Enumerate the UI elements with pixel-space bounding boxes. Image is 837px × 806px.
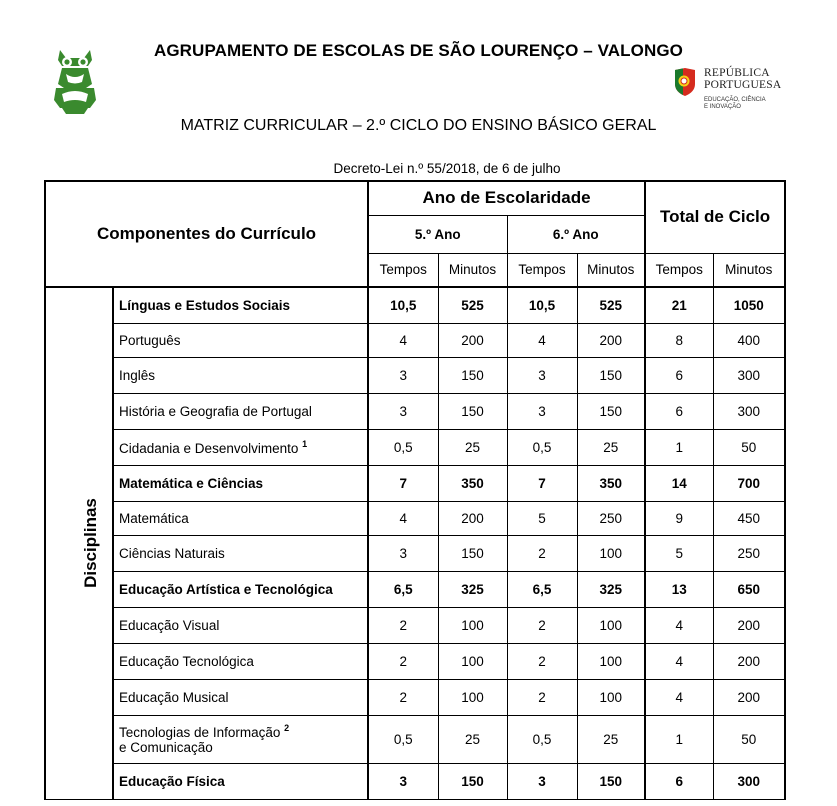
year5-tempos: 0,5 (368, 429, 438, 465)
total-tempos: 14 (645, 465, 713, 501)
subject-label: Educação Musical (119, 689, 229, 705)
year6-minutos: 100 (577, 679, 645, 715)
year5-minutos: 150 (438, 535, 507, 571)
portugal-flag-icon (673, 68, 697, 96)
subject-row (45, 323, 785, 357)
year5-minutos: 350 (438, 465, 507, 501)
year6-tempos: 3 (507, 357, 577, 393)
year6-minutos: 325 (577, 571, 645, 607)
year5-minutos: 200 (438, 501, 507, 535)
year5-tempos: 0,5 (368, 715, 438, 763)
total-tempos: 1 (645, 715, 713, 763)
subject-label: História e Geografia de Portugal (119, 403, 312, 419)
subject-label: Educação Física (119, 773, 225, 789)
year6-tempos: 4 (507, 323, 577, 357)
year6-minutos: 150 (577, 763, 645, 799)
year5-minutos: 525 (438, 287, 507, 323)
year5-minutos: 325 (438, 571, 507, 607)
disciplines-label: Disciplinas (80, 498, 100, 589)
year5-minutos: 100 (438, 679, 507, 715)
total-minutos: 450 (713, 501, 785, 535)
year5-minutos: 150 (438, 393, 507, 429)
subject-name (113, 357, 368, 393)
year6-tempos: 0,5 (507, 715, 577, 763)
subject-name (113, 715, 368, 763)
year5-tempos: 4 (368, 501, 438, 535)
subject-label: Educação Visual (119, 617, 220, 633)
subject-label: Matemática (119, 510, 189, 526)
year5-tempos: 7 (368, 465, 438, 501)
subject-name (113, 607, 368, 643)
year6-tempos: 7 (507, 465, 577, 501)
subject-row (45, 429, 785, 465)
total-minutos: 50 (713, 715, 785, 763)
subject-row (45, 607, 785, 643)
footnote-marker: 1 (302, 438, 308, 449)
unit-minutos: Minutos (438, 253, 507, 287)
subject-label: Ciências Naturais (119, 545, 225, 561)
subject-area-row (45, 465, 785, 501)
subject-name (113, 643, 368, 679)
subject-row (45, 643, 785, 679)
ministry-line2: E INOVAÇÃO (704, 104, 741, 110)
total-minutos: 400 (713, 323, 785, 357)
year-5-header: 5.º Ano (368, 215, 507, 253)
total-tempos: 5 (645, 535, 713, 571)
year5-tempos: 2 (368, 607, 438, 643)
subject-name (113, 535, 368, 571)
year6-tempos: 6,5 (507, 571, 577, 607)
republic-line2: PORTUGUESA (704, 79, 782, 91)
subject-row (45, 679, 785, 715)
unit-tempos: Tempos (507, 253, 577, 287)
subject-label: Línguas e Estudos Sociais (119, 297, 291, 313)
subject-name (113, 501, 368, 535)
year5-tempos: 10,5 (368, 287, 438, 323)
total-tempos: 9 (645, 501, 713, 535)
year6-tempos: 2 (507, 679, 577, 715)
components-header: Componentes do Currículo (45, 181, 368, 287)
total-tempos: 6 (645, 393, 713, 429)
year6-tempos: 0,5 (507, 429, 577, 465)
subject-name (113, 465, 368, 501)
subject-area-row (45, 287, 785, 323)
total-tempos: 6 (645, 763, 713, 799)
subject-area-row (45, 571, 785, 607)
subject-label-line2: e Comunicação (119, 740, 213, 755)
total-tempos: 13 (645, 571, 713, 607)
year6-tempos: 3 (507, 763, 577, 799)
year5-minutos: 150 (438, 357, 507, 393)
curriculum-matrix-table (44, 180, 786, 800)
cycle-total-header: Total de Ciclo (645, 181, 785, 253)
year5-minutos: 150 (438, 763, 507, 799)
total-minutos: 300 (713, 763, 785, 799)
total-tempos: 4 (645, 643, 713, 679)
year5-tempos: 3 (368, 535, 438, 571)
unit-minutos: Minutos (577, 253, 645, 287)
year6-minutos: 150 (577, 393, 645, 429)
total-minutos: 50 (713, 429, 785, 465)
year6-minutos: 100 (577, 607, 645, 643)
year5-tempos: 3 (368, 393, 438, 429)
school-year-header: Ano de Escolaridade (368, 181, 645, 215)
total-minutos: 200 (713, 643, 785, 679)
ministry-line1: EDUCAÇÃO, CIÊNCIA (704, 97, 766, 103)
year5-minutos: 200 (438, 323, 507, 357)
subject-name (113, 287, 368, 323)
total-tempos: 4 (645, 679, 713, 715)
disciplines-group-cell (45, 287, 113, 799)
total-minutos: 200 (713, 607, 785, 643)
header-row-1 (45, 181, 785, 215)
year5-tempos: 3 (368, 357, 438, 393)
year6-minutos: 25 (577, 715, 645, 763)
unit-tempos: Tempos (368, 253, 438, 287)
government-logo (673, 67, 793, 117)
republic-name (704, 67, 781, 91)
year5-tempos: 2 (368, 643, 438, 679)
subject-label: Cidadania e Desenvolvimento (119, 440, 299, 456)
school-name: AGRUPAMENTO DE ESCOLAS DE SÃO LOURENÇO – VALONGO (153, 41, 683, 60)
subject-label: Inglês (119, 367, 156, 383)
year6-minutos: 100 (577, 643, 645, 679)
total-minutos: 650 (713, 571, 785, 607)
year6-tempos: 2 (507, 535, 577, 571)
year6-tempos: 5 (507, 501, 577, 535)
subject-row (45, 535, 785, 571)
total-tempos: 8 (645, 323, 713, 357)
decree-reference: Decreto-Lei n.º 55/2018, de 6 de julho (333, 161, 561, 176)
year5-tempos: 2 (368, 679, 438, 715)
subject-name (113, 571, 368, 607)
subject-label: Matemática e Ciências (119, 475, 264, 491)
year5-tempos: 3 (368, 763, 438, 799)
year6-tempos: 2 (507, 607, 577, 643)
subject-name (113, 323, 368, 357)
year5-minutos: 25 (438, 715, 507, 763)
year6-minutos: 150 (577, 357, 645, 393)
year6-minutos: 250 (577, 501, 645, 535)
year5-minutos: 100 (438, 643, 507, 679)
subject-label: Português (119, 332, 181, 348)
year6-tempos: 3 (507, 393, 577, 429)
total-tempos: 6 (645, 357, 713, 393)
year6-minutos: 25 (577, 429, 645, 465)
subject-row (45, 393, 785, 429)
footnote-marker: 2 (284, 723, 290, 733)
total-tempos: 21 (645, 287, 713, 323)
year6-minutos: 350 (577, 465, 645, 501)
total-minutos: 300 (713, 357, 785, 393)
subject-row (45, 357, 785, 393)
ministry-name (704, 97, 766, 111)
subject-label: Educação Artística e Tecnológica (119, 581, 333, 597)
subject-name (113, 679, 368, 715)
total-minutos: 700 (713, 465, 785, 501)
year6-minutos: 525 (577, 287, 645, 323)
total-minutos: 250 (713, 535, 785, 571)
subject-name (113, 429, 368, 465)
subject-label: Tecnologias de Informação (119, 725, 281, 740)
subject-area-row (45, 763, 785, 799)
unit-minutos: Minutos (713, 253, 785, 287)
year5-minutos: 100 (438, 607, 507, 643)
year5-minutos: 25 (438, 429, 507, 465)
republic-line1: REPÚBLICA (704, 67, 770, 79)
total-tempos: 1 (645, 429, 713, 465)
document-title: MATRIZ CURRICULAR – 2.º CICLO DO ENSINO BÁSICO GERAL (180, 117, 657, 134)
year6-minutos: 100 (577, 535, 645, 571)
total-minutos: 300 (713, 393, 785, 429)
subject-row (45, 501, 785, 535)
year-6-header: 6.º Ano (507, 215, 645, 253)
total-tempos: 4 (645, 607, 713, 643)
total-minutos: 1050 (713, 287, 785, 323)
year6-tempos: 2 (507, 643, 577, 679)
year6-tempos: 10,5 (507, 287, 577, 323)
year6-minutos: 200 (577, 323, 645, 357)
subject-name (113, 763, 368, 799)
unit-tempos: Tempos (645, 253, 713, 287)
total-minutos: 200 (713, 679, 785, 715)
year5-tempos: 4 (368, 323, 438, 357)
subject-row (45, 715, 785, 763)
year5-tempos: 6,5 (368, 571, 438, 607)
subject-name (113, 393, 368, 429)
subject-label: Educação Tecnológica (119, 653, 254, 669)
